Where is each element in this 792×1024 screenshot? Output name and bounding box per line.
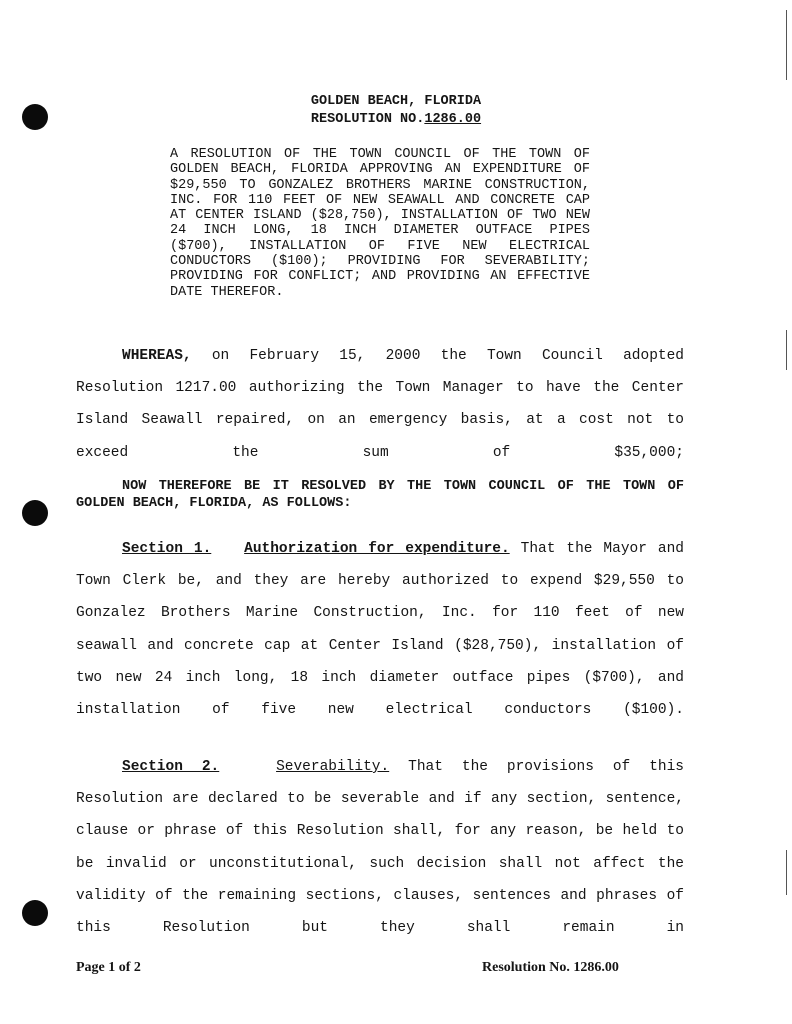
resolved-clause: NOW THEREFORE BE IT RESOLVED BY THE TOWN COUNCIL OF THE TOWN OF GOLDEN BEACH, FLORIDA, AS FOLLOWS: bbox=[76, 479, 684, 511]
section-1-paragraph bbox=[76, 533, 684, 726]
scan-edge-mark bbox=[786, 330, 787, 370]
whereas-paragraph bbox=[76, 340, 684, 469]
section-2-text: That the provisions of this Resolution are declared to be severable and if any section, sentence, clause or phrase of this Resolution shall, for any reason, be held to be invalid or unconstitutional, such decision shall not affect the validity of the remaining sections, clauses, sentences and phrases of this Resolution but they shall remain in bbox=[76, 759, 684, 937]
section-1-number: Section 1. bbox=[122, 541, 212, 557]
page-number: Page 1 of 2 bbox=[76, 960, 141, 975]
section-1-title: Authorization for expenditure. bbox=[244, 541, 510, 557]
scan-edge-mark bbox=[786, 850, 787, 895]
whereas-text: on February 15, 2000 the Town Council adopted Resolution 1217.00 authorizing the Town Manager to have the Center Island Seawall repaired, on an emergency basis, at a cost not to exceed the sum of $35,000; bbox=[76, 348, 684, 461]
resolution-label: RESOLUTION NO. bbox=[310, 112, 425, 127]
resolution-abstract: A RESOLUTION OF THE TOWN COUNCIL OF THE TOWN OF GOLDEN BEACH, FLORIDA APPROVING AN EXPENDITURE OF $29,550 TO GONZALEZ BROTHERS MARINE CONSTRUCTION, INC. FOR 110 FEET OF NEW SEAWALL AND CONCRETE CAP AT CENTER ISLAND ($28,750), INSTALLATION OF TWO NEW 24 INCH LONG, 18 INCH DIAMETER OUTFACE PIPES ($700), INSTALLATION OF FIVE NEW ELECTRICAL CONDUCTORS ($100); PROVIDING FOR SEVERABILITY; PROVIDING FOR CONFLICT; AND PROVIDING AN EFFECTIVE DATE THEREFOR. bbox=[170, 147, 590, 300]
whereas-lead: WHEREAS, bbox=[122, 348, 192, 364]
footer-resolution-number: Resolution No. 1286.00 bbox=[482, 960, 619, 975]
section-2-title: Severability. bbox=[276, 759, 390, 775]
section-2-paragraph bbox=[76, 751, 684, 944]
document-title bbox=[0, 93, 792, 110]
resolution-number-heading bbox=[0, 111, 792, 128]
resolution-number: 1286.00 bbox=[424, 112, 482, 127]
section-1-text: That the Mayor and Town Clerk be, and they are hereby authorized to expend $29,550 to Gonzalez Brothers Marine Construction, Inc. for 110 feet of new seawall and concrete cap at Center Island ($28,750), installation of two new 24 inch long, 18 inch diameter outface pipes ($700), and installation of five new electrical conductors ($100). bbox=[76, 541, 684, 719]
scan-edge-mark bbox=[786, 10, 787, 80]
punch-hole-middle bbox=[22, 500, 48, 526]
section-2-number: Section 2. bbox=[122, 759, 220, 775]
town-heading: GOLDEN BEACH, FLORIDA bbox=[310, 94, 482, 109]
punch-hole-bottom bbox=[22, 900, 48, 926]
